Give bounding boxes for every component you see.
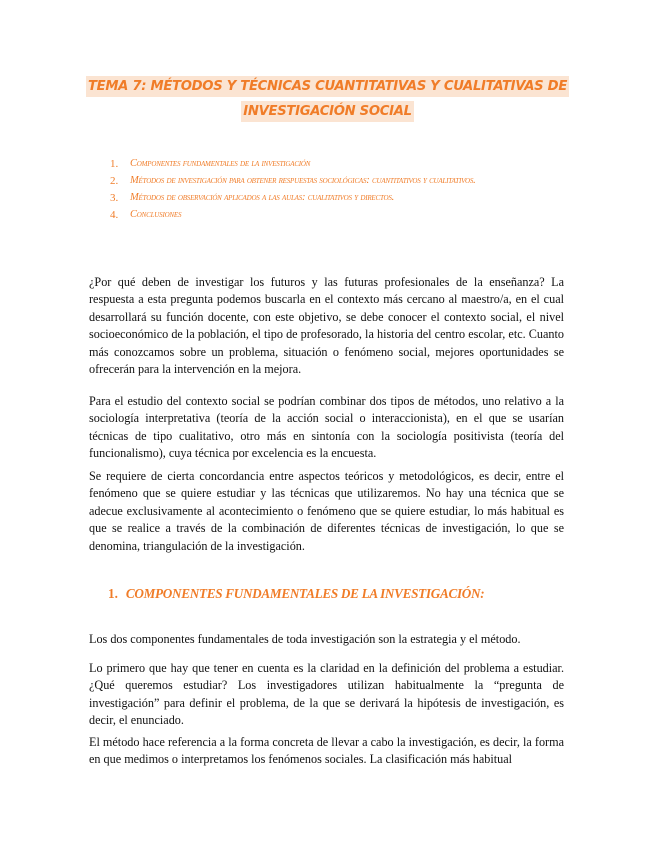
title-line-2: INVESTIGACIÓN SOCIAL <box>241 101 414 122</box>
table-of-contents <box>106 157 576 225</box>
methods-paragraph: Para el estudio del contexto social se podrían combinar dos tipos de métodos, uno relativo a la sociología interpretativa (teoría de la acción social o interaccionista), en el que se usarían técnicas de tipo cualitativo, otro más en sintonía con la sociología positivista (teoría del funcionalismo), cuya técnica por excelencia es la encuesta. <box>89 394 564 461</box>
section-title: COMPONENTES FUNDAMENTALES DE LA INVESTIGACIÓN: <box>125 586 485 601</box>
triangulation-paragraph: Se requiere de cierta concordancia entre aspectos teóricos y metodológicos, es decir, entre el fenómeno que se quiere estudiar y las técnicas que utilizaremos. No hay una técnica que se adecue exclusivamente al acontecimiento o fenómeno que se quiere estudiar, lo más habitual es que se realice a través de la combinación de diferentes técnicas de investigación, lo que se denomina, triangulación de la investigación. <box>89 469 564 553</box>
toc-item-text: Métodos de observación aplicados a las aulas: cualitativos y directos. <box>130 192 395 203</box>
title-line-1: TEMA 7: MÉTODOS Y TÉCNICAS CUANTITATIVAS Y CUALITATIVAS DE <box>86 76 569 97</box>
section-paragraph-method: El método hace referencia a la forma concreta de llevar a cabo la investigación, es decir, la forma en que medimos o interpretamos los fenómenos sociales. La clasificación más habitual <box>89 735 564 767</box>
toc-item <box>106 174 576 188</box>
toc-item-number: 4. <box>110 209 119 221</box>
toc-item <box>106 157 576 171</box>
section-number: 1. <box>108 586 118 601</box>
toc-item-text: Componentes fundamentales de la investigación <box>130 158 311 169</box>
intro-paragraph: ¿Por qué deben de investigar los futuros y las futuras profesionales de la enseñanza? La respuesta a esta pregunta podemos buscarla en el contexto más cercano al maestro/a, en el cual desarrollará su función docente, con este objetivo, se debe conocer el contexto social, el nivel socioeconómico de la población, el tipo de profesorado, la historia del centro escolar, etc. Cuanto más conozcamos sobre un problema, situación o fenómeno social, mejores oportunidades se ofrecerán para la intervención en la mejora. <box>89 275 564 377</box>
toc-item-number: 1. <box>110 158 119 170</box>
section-paragraph-components: Los dos componentes fundamentales de toda investigación son la estrategia y el método. <box>89 632 521 646</box>
document-title <box>0 76 655 122</box>
section-heading <box>108 586 588 602</box>
toc-item <box>106 208 576 222</box>
toc-item-text: Conclusiones <box>130 209 182 220</box>
toc-item <box>106 191 576 205</box>
toc-item-text: Métodos de investigación para obtener respuestas sociológicas: cuantitativos y cualitativos. <box>130 175 476 186</box>
section-paragraph-problem: Lo primero que hay que tener en cuenta es la claridad en la definición del problema a estudiar. ¿Qué queremos estudiar? Los investigadores utilizan habitualmente la “pregunta de investigación” para definir el problema, de la que se derivará la hipótesis de investigación, es decir, el enunciado. <box>89 661 564 728</box>
toc-item-number: 2. <box>110 175 119 187</box>
toc-item-number: 3. <box>110 192 119 204</box>
